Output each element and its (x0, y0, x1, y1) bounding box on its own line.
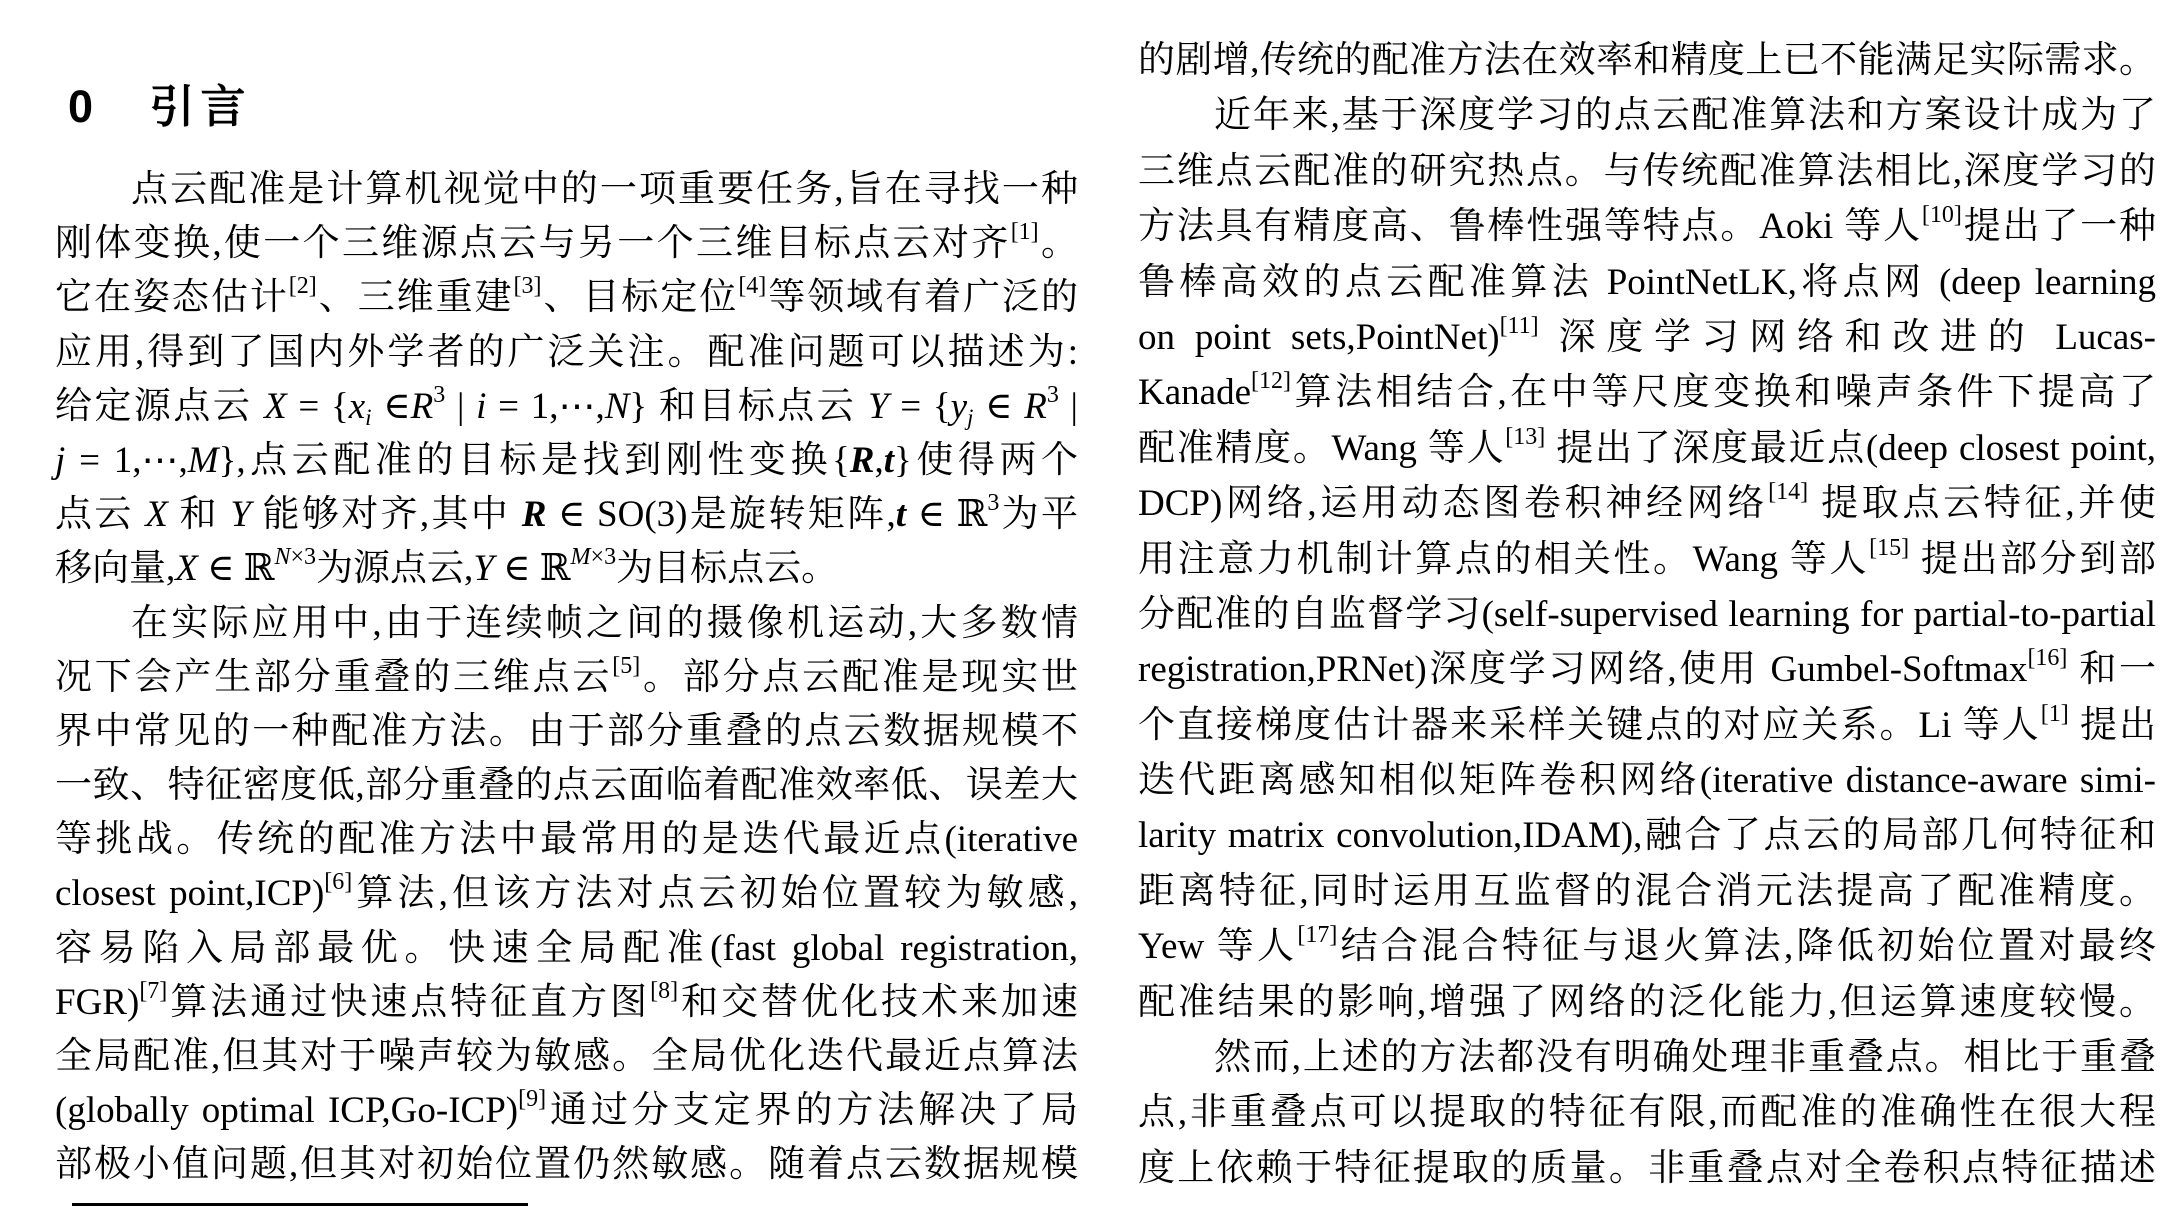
text-line (55, 271, 1078, 325)
text-segment: X (264, 385, 287, 427)
text-line (55, 326, 1078, 380)
text-segment: 和 (167, 494, 231, 536)
text-segment: 为源点云, (316, 548, 474, 590)
text-segment: 配准精度。Wang 等人 (1138, 427, 1506, 469)
text-segment: registration,PRNet)深度学习网络,使用 Gumbel-Softmax (1138, 649, 2028, 691)
text-segment: 给定源点云 (55, 385, 265, 427)
text-line (55, 1138, 1078, 1192)
text-line (1138, 33, 2156, 88)
section-heading (68, 70, 252, 135)
text-line (1138, 532, 2156, 587)
text-segment: y (950, 385, 968, 427)
text-column-left (55, 163, 1078, 1193)
text-segment: DCP)网络,运用动态图卷积神经网络 (1138, 483, 1769, 525)
text-segment: ∈ (371, 385, 411, 427)
text-segment: on point sets,PointNet) (1138, 316, 1500, 358)
citation-superscript: [3] (513, 273, 542, 300)
text-segment: t (883, 439, 894, 481)
text-segment: 移向量, (55, 548, 176, 590)
text-line (1138, 1030, 2156, 1085)
text-segment: 算法相结合,在中等尺度变换和噪声条件下提高了 (1290, 372, 2156, 414)
citation-superscript: [1] (2040, 700, 2069, 727)
text-segment: 3 (433, 381, 446, 408)
text-line (1138, 421, 2156, 476)
text-segment: ∈ SO(3)是旋转矩阵, (546, 494, 896, 536)
text-segment: 算法,但该方法对点云初始位置较为敏感, (352, 873, 1078, 915)
text-segment: 况下会产生部分重叠的三维点云 (55, 656, 613, 698)
text-segment: 提取点云特征,并使 (1808, 483, 2156, 525)
text-line (1138, 1085, 2156, 1140)
text-segment: ∈ ℝ (493, 548, 571, 590)
citation-superscript: [5] (612, 652, 641, 679)
text-segment: 距离特征,同时运用互监督的混合消元法提高了配准精度。 (1138, 870, 2156, 912)
text-line (55, 542, 1078, 596)
text-segment: 点云配准是计算机视觉中的一项重要任务,旨在寻找一种 (131, 169, 1078, 210)
text-segment: ×3 (590, 544, 617, 571)
text-segment: 为平 (999, 494, 1079, 536)
text-line (1138, 864, 2156, 919)
text-segment: 然而,上述的方法都没有明确处理非重叠点。相比于重叠 (1214, 1037, 2156, 1079)
text-line (55, 705, 1078, 759)
text-segment: 深度学习网络和改进的 Lucas- (1538, 316, 2156, 358)
text-segment: j (55, 439, 66, 481)
text-segment: 它在姿态估计 (55, 277, 289, 319)
text-segment: ∈ (973, 385, 1025, 427)
citation-superscript: [11] (1499, 312, 1539, 339)
text-line (1138, 808, 2156, 863)
text-segment: M (187, 439, 219, 481)
text-line (55, 163, 1078, 217)
text-segment: 界中常见的一种配准方法。由于部分重叠的点云数据规模不 (55, 710, 1078, 752)
text-line (1138, 1141, 2156, 1196)
text-segment: FGR) (55, 981, 140, 1023)
text-segment: 、目标定位 (541, 277, 739, 319)
text-segment: N (274, 544, 291, 571)
text-segment: 提出了深度最近点(deep closest point, (1545, 427, 2156, 469)
text-segment: 应用,得到了国内外学者的广泛关注。配准问题可以描述为: (55, 331, 1078, 373)
text-segment: closest point,ICP) (55, 873, 325, 915)
text-line (1138, 975, 2156, 1030)
text-segment: i (476, 385, 487, 427)
text-segment: t (895, 494, 907, 536)
text-segment: 点,非重叠点可以提取的特征有限,而配准的准确性在很大程 (1138, 1092, 2156, 1134)
text-segment: R (410, 385, 434, 427)
citation-superscript: [17] (1297, 922, 1338, 949)
text-line (1138, 642, 2156, 697)
citation-superscript: [4] (738, 273, 767, 300)
text-segment: }使得两个 (894, 439, 1078, 481)
text-line (1138, 144, 2156, 199)
text-segment: ×3 (290, 544, 317, 571)
text-segment: Kanade (1138, 372, 1251, 414)
text-segment: 在实际应用中,由于连续帧之间的摄像机运动,大多数情 (131, 602, 1078, 644)
text-segment: | (1058, 385, 1078, 427)
text-line (55, 759, 1078, 813)
text-segment: 点云 (55, 494, 146, 536)
citation-superscript: [13] (1505, 423, 1546, 450)
section-title: 引言 (149, 81, 252, 132)
text-segment: X (145, 494, 168, 536)
text-line (55, 813, 1078, 867)
text-segment: 通过分支定界的方法解决了局 (546, 1090, 1078, 1132)
text-segment: } 和目标点云 (629, 385, 868, 427)
text-line (55, 488, 1078, 542)
text-segment: 度上依赖于特征提取的质量。非重叠点对全卷积点特征描述 (1138, 1147, 2156, 1189)
text-line (1138, 476, 2156, 531)
text-segment: Y (473, 548, 494, 590)
citation-superscript: [7] (139, 977, 168, 1004)
text-segment: 和一 (2067, 649, 2156, 691)
citation-superscript: [10] (1921, 202, 1962, 229)
text-segment: 。部分点云配准是现实世 (640, 656, 1079, 698)
text-line (55, 380, 1078, 434)
text-segment: 能够对齐,其中 (250, 494, 522, 536)
text-line (55, 651, 1078, 705)
text-segment: M (570, 544, 591, 571)
section-number: 0 (68, 81, 95, 132)
text-segment: 等挑战。传统的配准方法中最常用的是迭代最近点(iterative (55, 819, 1078, 861)
text-line (55, 1084, 1078, 1138)
text-segment: R (521, 494, 547, 536)
citation-superscript: [12] (1251, 368, 1291, 395)
citation-superscript: [9] (518, 1086, 547, 1113)
text-segment: 全局配准,但其对于噪声较为敏感。全局优化迭代最近点算法 (55, 1036, 1078, 1077)
text-line (1138, 88, 2156, 143)
text-segment: = { (888, 385, 951, 427)
text-line (55, 217, 1078, 271)
text-segment: 鲁棒高效的点云配准算法 PointNetLK,将点网 (deep learning (1138, 261, 2156, 303)
text-segment: i (365, 404, 372, 430)
text-segment: 近年来,基于深度学习的点云配准算法和方案设计成为了 (1214, 95, 2156, 137)
text-segment: 三维点云配准的研究热点。与传统配准算法相比,深度学习的 (1138, 150, 2156, 192)
text-segment: 用注意力机制计算点的相关性。Wang 等人 (1138, 538, 1870, 580)
text-segment: 迭代距离感知相似矩阵卷积网络(iterative distance-aware simi- (1138, 760, 2156, 802)
text-segment: 、三维重建 (316, 277, 514, 319)
text-segment: 提出了一种 (1961, 206, 2157, 248)
text-line (55, 922, 1078, 976)
text-line (1138, 255, 2156, 310)
text-segment: 分配准的自监督学习(self-supervised learning for partial-to-partial (1138, 593, 2156, 635)
text-line (1138, 753, 2156, 808)
text-line (55, 867, 1078, 921)
text-segment: X (175, 548, 198, 590)
footnote-rule (72, 1203, 528, 1206)
text-segment: 等领域有着广泛的 (766, 277, 1079, 319)
text-segment: Y (230, 494, 251, 536)
citation-superscript: [1] (1010, 219, 1039, 246)
text-segment: 提出 (2068, 704, 2157, 746)
text-line (1138, 199, 2156, 254)
text-segment: 提出部分到部 (1909, 538, 2156, 580)
text-segment: = 1,⋯, (486, 385, 605, 427)
text-segment: 结合混合特征与退火算法,降低初始位置对最终 (1337, 926, 2156, 968)
text-line (55, 597, 1078, 651)
text-segment: 3 (987, 490, 1000, 517)
text-segment: = { (286, 385, 349, 427)
text-line (55, 1030, 1078, 1084)
text-segment: },点云配准的目标是找到刚性变换{ (218, 439, 850, 481)
text-segment: 算法通过快速点特征直方图 (167, 981, 651, 1023)
text-segment: (globally optimal ICP,Go-ICP) (55, 1090, 519, 1132)
text-segment: j (967, 404, 974, 430)
text-segment: Yew 等人 (1138, 926, 1298, 968)
text-segment: 为目标点云。 (616, 548, 839, 590)
text-segment: 配准结果的影响,增强了网络的泛化能力,但运算速度较慢。 (1138, 981, 2156, 1023)
text-line (1138, 698, 2156, 753)
text-column-right (1138, 33, 2156, 1196)
citation-superscript: [2] (288, 273, 317, 300)
text-segment: 和交替优化技术来加速 (678, 981, 1079, 1023)
text-line (1138, 587, 2156, 642)
text-segment: 部极小值问题,但其对初始位置仍然敏感。随着点云数据规模 (55, 1144, 1078, 1186)
text-segment: x (348, 385, 366, 427)
text-segment: ∈ ℝ (197, 548, 275, 590)
citation-superscript: [6] (324, 869, 353, 896)
citation-superscript: [15] (1869, 534, 1910, 561)
text-segment: = 1,⋯, (65, 439, 188, 481)
text-segment: N (604, 385, 630, 427)
text-segment: 刚体变换,使一个三维源点云与另一个三维目标点云对齐 (55, 223, 1011, 265)
text-line (1138, 365, 2156, 420)
text-segment: 个直接梯度估计器来采样关键点的对应关系。Li 等人 (1138, 704, 2041, 746)
text-segment: larity matrix convolution,IDAM),融合了点云的局部几何特征和 (1138, 815, 2156, 857)
text-segment: Y (867, 385, 889, 427)
citation-superscript: [16] (2027, 645, 2068, 672)
text-segment: 3 (1046, 381, 1059, 408)
text-segment: | (445, 385, 477, 427)
text-segment: 的剧增,传统的配准方法在效率和精度上已不能满足实际需求。 (1138, 40, 2156, 81)
text-line (55, 976, 1078, 1030)
text-segment: R (849, 439, 875, 481)
text-line (55, 434, 1078, 488)
text-segment: , (874, 439, 884, 481)
text-segment: 一致、特征密度低,部分重叠的点云面临着配准效率低、误差大 (55, 765, 1078, 807)
text-line (1138, 310, 2156, 365)
citation-superscript: [8] (650, 977, 679, 1004)
text-segment: ∈ ℝ (906, 494, 988, 536)
text-segment: R (1024, 385, 1047, 427)
citation-superscript: [14] (1768, 479, 1809, 506)
text-segment: 容易陷入局部最优。快速全局配准(fast global registration, (55, 927, 1078, 969)
text-line (1138, 919, 2156, 974)
text-segment: 。 (1038, 223, 1079, 265)
text-segment: 方法具有精度高、鲁棒性强等特点。Aoki 等人 (1138, 206, 1922, 248)
